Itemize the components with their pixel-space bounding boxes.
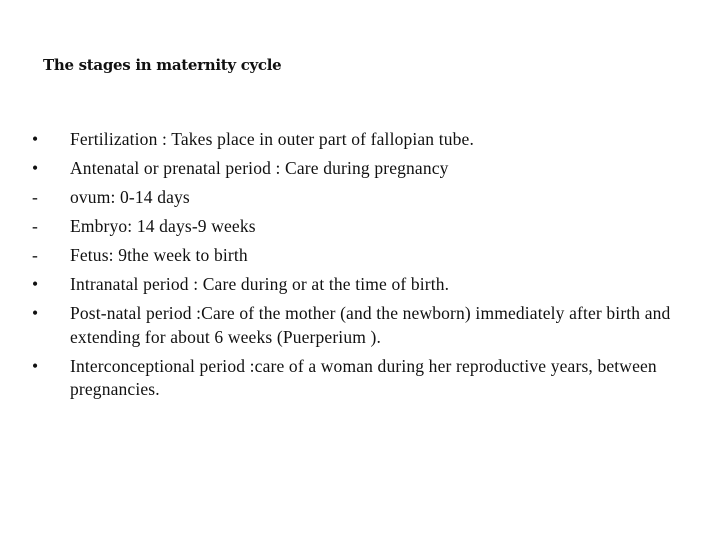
list-item	[32, 273, 692, 297]
list-item	[32, 302, 692, 349]
slide-title: The stages in maternity cycle	[43, 56, 282, 74]
list-item-text: Fetus: 9the week to birth	[70, 245, 248, 265]
list-item	[32, 215, 692, 239]
list-item-text: Antenatal or prenatal period : Care during pregnancy	[70, 158, 449, 178]
dash-marker: -	[32, 187, 38, 207]
list-item-text: Intranatal period : Care during or at the time of birth.	[70, 274, 450, 294]
bullet-marker: •	[32, 303, 39, 323]
list-item-text: ovum: 0-14 days	[70, 187, 190, 207]
list-item	[32, 244, 692, 268]
list-item	[32, 157, 692, 181]
list-item-text: Embryo: 14 days-9 weeks	[70, 216, 256, 236]
list-item-text: Fertilization : Takes place in outer part of fallopian tube.	[70, 129, 474, 149]
list-item	[32, 128, 692, 152]
bullet-marker: •	[32, 274, 39, 294]
list-item-text: Post-natal period :Care of the mother (and the newborn) immediately after birth and extending for about 6 weeks (Puerperium ).	[70, 303, 671, 347]
bullet-marker: •	[32, 355, 39, 376]
list-item-text: Interconceptional period :care of a woman during her reproductive years, between pregnancies.	[70, 355, 657, 399]
bullet-marker: •	[32, 129, 39, 149]
list-item	[32, 186, 692, 210]
bullet-marker: •	[32, 158, 39, 178]
list-item	[32, 355, 692, 402]
stages-list	[32, 128, 692, 407]
dash-marker: -	[32, 216, 38, 236]
dash-marker: -	[32, 245, 38, 265]
